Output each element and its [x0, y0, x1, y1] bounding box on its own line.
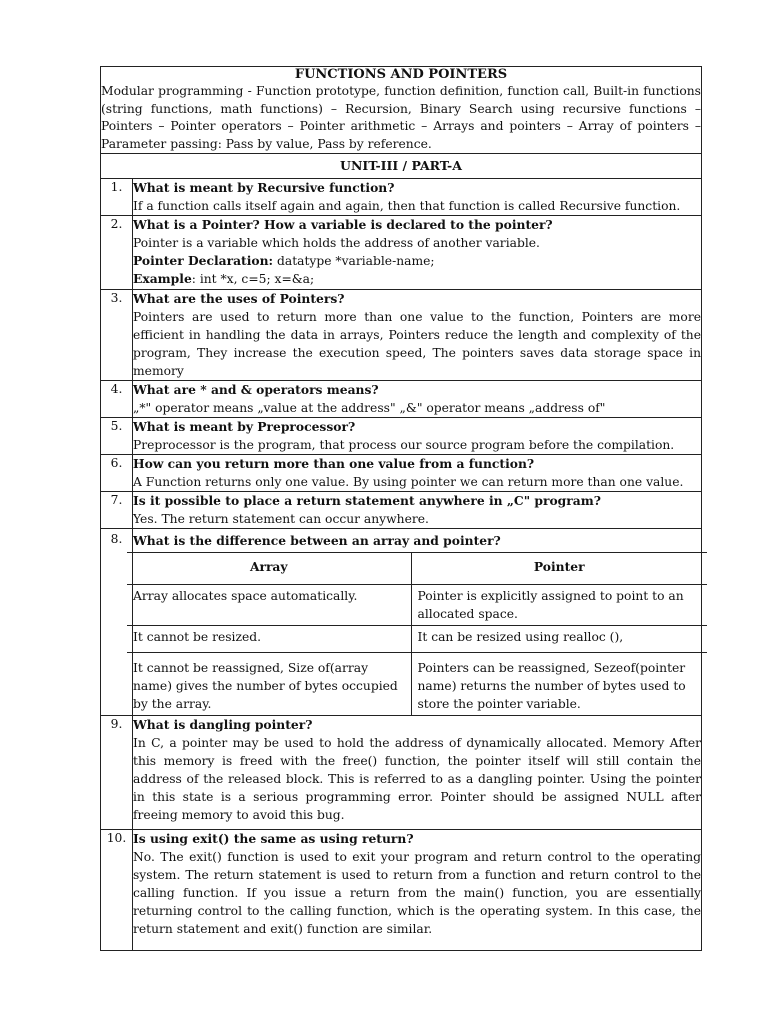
example-line [133, 270, 701, 288]
question-row [101, 179, 702, 216]
answer-text: No. The exit() function is used to exit your program and return control to the operating system. The return statement is used to return from a function and return control to the calling function. If you issue a return from the main() function, you are essentially returning control to the calling function, which is the operating system. In this case, the return statement and exit() function are similar. [133, 850, 701, 936]
answer-text: Yes. The return statement can occur anywhere. [133, 512, 429, 526]
question-text: What are * and & operators means? [133, 382, 379, 397]
pointer-declaration-line [133, 252, 701, 270]
question-content [133, 830, 702, 951]
intro-row [101, 67, 702, 154]
answer-text: A Function returns only one value. By using pointer we can return more than one value. [133, 475, 684, 489]
question-row [101, 529, 702, 716]
array-cell: Array allocates space automatically. [127, 585, 411, 626]
question-text: Is it possible to place a return statement anywhere in „C" program? [133, 493, 601, 508]
column-header-array: Array [127, 553, 411, 585]
question-content [133, 216, 702, 290]
document-page [100, 66, 702, 951]
question-number: 9. [101, 716, 133, 830]
question-text: How can you return more than one value from a function? [133, 456, 535, 471]
question-content [133, 179, 702, 216]
comparison-header-row [127, 553, 707, 585]
question-text: What are the uses of Pointers? [133, 291, 345, 306]
question-row [101, 830, 702, 951]
question-content [133, 716, 702, 830]
question-row [101, 418, 702, 455]
question-number: 3. [101, 290, 133, 381]
answer-text: Pointers are used to return more than one value to the function, Pointers are more efficient in handling the data in arrays, Pointers reduce the length and complexity of the program, They increase the execution speed, The pointers saves data storage space in memory [133, 310, 701, 378]
comparison-row [127, 653, 707, 716]
answer-text: Pointer is a variable which holds the address of another variable. [133, 236, 540, 250]
question-text: What is meant by Preprocessor? [133, 419, 356, 434]
question-bank-table [100, 66, 702, 951]
document-title: FUNCTIONS AND POINTERS [294, 67, 508, 82]
question-text: What is dangling pointer? [133, 717, 313, 732]
question-content [133, 492, 702, 529]
example-code: : int *x, c=5; x=&a; [191, 272, 315, 286]
question-number: 10. [101, 830, 133, 951]
question-number: 8. [101, 529, 133, 716]
comparison-row [127, 626, 707, 653]
unit-heading: UNIT-III / PART-A [101, 154, 702, 179]
pointer-cell: It can be resized using realloc (), [411, 626, 707, 653]
question-row [101, 492, 702, 529]
unit-heading-row [101, 154, 702, 179]
intro-cell [101, 67, 702, 154]
array-cell: It cannot be reassigned, Size of(array name) gives the number of bytes occupied by the array. [127, 653, 411, 716]
question-number: 6. [101, 455, 133, 492]
array-cell: It cannot be resized. [127, 626, 411, 653]
answer-text: „*" operator means „value at the address" „&" operator means „address of" [133, 401, 606, 415]
question-content [133, 381, 702, 418]
question-number: 7. [101, 492, 133, 529]
syllabus-text: Modular programming - Function prototype, function definition, function call, Built-in functions (string functions, math functions) – Recursion, Binary Search using recursive functions – Pointers – Pointer operators – Pointer arithmetic – Arrays and pointers – Array of pointers – Parameter passing: Pass by value, Pass by reference. [101, 84, 701, 151]
answer-text: In C, a pointer may be used to hold the address of dynamically allocated. Memory After this memory is freed with the free() function, the pointer itself will still contain the address of the released block. This is referred to as a dangling pointer. Using the pointer in this state is a serious programming error. Pointer should be assigned NULL after freeing memory to avoid this bug. [133, 736, 701, 822]
question-text: Is using exit() the same as using return? [133, 831, 414, 846]
question-number: 4. [101, 381, 133, 418]
question-number: 1. [101, 179, 133, 216]
answer-text: If a function calls itself again and again, then that function is called Recursive function. [133, 199, 681, 213]
pointer-cell: Pointers can be reassigned, Sezeof(pointer name) returns the number of bytes used to store the pointer variable. [411, 653, 707, 716]
example-label: Example [133, 271, 192, 286]
question-content [133, 529, 702, 716]
question-number: 2. [101, 216, 133, 290]
declaration-syntax: datatype *variable-name; [273, 254, 435, 268]
question-text: What is a Pointer? How a variable is declared to the pointer? [133, 217, 553, 232]
answer-text: Preprocessor is the program, that process our source program before the compilation. [133, 438, 675, 452]
column-header-pointer: Pointer [411, 553, 707, 585]
pointer-cell: Pointer is explicitly assigned to point to an allocated space. [411, 585, 707, 626]
comparison-row [127, 585, 707, 626]
array-vs-pointer-table [127, 552, 707, 715]
question-number: 5. [101, 418, 133, 455]
question-row [101, 290, 702, 381]
question-content [133, 418, 702, 455]
question-row [101, 216, 702, 290]
declaration-label: Pointer Declaration: [133, 253, 274, 268]
question-text: What is meant by Recursive function? [133, 180, 395, 195]
question-content [133, 290, 702, 381]
question-content [133, 455, 702, 492]
question-row [101, 381, 702, 418]
question-row [101, 716, 702, 830]
question-row [101, 455, 702, 492]
question-text: What is the difference between an array and pointer? [133, 533, 501, 548]
